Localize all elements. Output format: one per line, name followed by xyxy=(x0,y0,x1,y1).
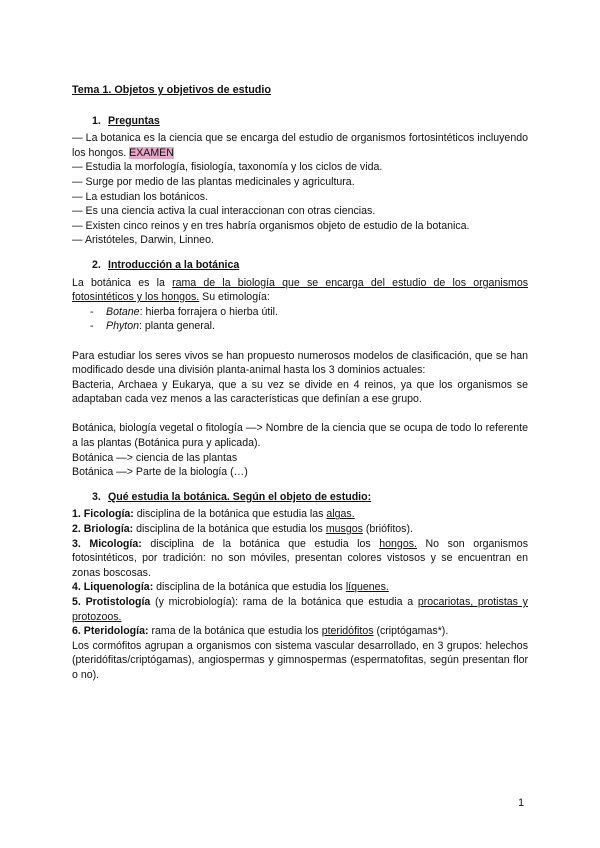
section-2-number: 2. xyxy=(92,258,101,271)
definition-line: Botánica —> Parte de la biología (…) xyxy=(72,466,248,479)
question-line-4: — La estudian los botánicos. xyxy=(72,190,209,203)
discipline-item xyxy=(72,522,528,537)
discipline-name: 6. Pteridología: xyxy=(72,625,149,638)
etymology-definition: : hierba forrajera o hierba útil. xyxy=(139,305,278,318)
discipline-name: 5. Protistología xyxy=(72,596,151,608)
discipline-text: disciplina de la botánica que estudia las xyxy=(133,508,327,521)
question-text: — La botanica es la ciencia que se encarga del estudio de organismos fortosintéticos incluyendo los hongos. xyxy=(72,132,528,159)
etymology-item xyxy=(72,305,528,320)
discipline-object: procariotas, protistas y protozoos. xyxy=(72,596,528,623)
discipline-text: disciplina de la botánica que estudia los xyxy=(153,581,346,594)
document-page xyxy=(72,83,528,683)
classification-paragraph: Para estudiar los seres vivos se han propuesto numerosos modelos de clasificación, que se han modificado desde una división planta-animal hasta los 3 dominios actuales: xyxy=(72,349,528,377)
discipline-note: No son organismos fotosintéticos, por tradición: no son móviles, presentan colores vistosos y se encuentran en zonas boscosas. xyxy=(72,537,528,579)
section-2-heading xyxy=(72,258,528,273)
cormophytes-paragraph: Los cormófitos agrupan a organismos con sistema vascular desarrollado, en 3 grupos: helechos (pteridófitas/criptógamas), angiospermas y gimnospermas (espermatofitas, según presentan flor o no). xyxy=(72,639,528,681)
intro-text-end: Su etimología: xyxy=(199,291,270,304)
etymology-item xyxy=(72,319,528,334)
question-line-7: — Aristóteles, Darwin, Linneo. xyxy=(72,234,214,247)
section-2-title: Introducción a la botánica xyxy=(108,258,240,271)
definition-paragraph: Botánica, biología vegetal o fitología —> Nombre de la ciencia que se ocupa de todo lo referente a las plantas (Botánica pura y aplicada). xyxy=(72,422,528,450)
discipline-note: (criptógamas*). xyxy=(373,625,449,638)
section-1-title: Preguntas xyxy=(108,114,160,127)
discipline-item xyxy=(72,537,528,581)
discipline-text: rama de la botánica que estudia los xyxy=(148,625,322,638)
section-1-heading xyxy=(72,114,528,129)
intro-text: La botánica es la xyxy=(72,276,173,289)
definition-line: Botánica —> ciencia de las plantas xyxy=(72,451,238,464)
discipline-text: (y microbiología): rama de la botánica que estudia a xyxy=(150,596,418,608)
discipline-item xyxy=(72,595,528,624)
bullet-dash: - xyxy=(90,305,94,318)
discipline-item xyxy=(72,507,528,522)
discipline-text: disciplina de la botánica que estudia los xyxy=(141,537,380,550)
intro-paragraph xyxy=(72,276,528,305)
discipline-object: pteridófitos xyxy=(321,625,374,638)
discipline-object: líquenes. xyxy=(345,581,389,594)
discipline-name: 4. Liquenología: xyxy=(72,581,154,594)
discipline-object: algas. xyxy=(326,508,355,521)
intro-definition: rama de la biología que se encarga del estudio de los organismos fotosintéticos y los hongos. xyxy=(72,276,529,304)
etymology-term: Botane xyxy=(106,305,140,318)
discipline-item xyxy=(72,580,528,595)
section-3-heading xyxy=(72,490,528,505)
discipline-name: 1. Ficología: xyxy=(72,508,134,521)
question-line-2: — Estudia la morfología, fisiología, taxonomía y los ciclos de vida. xyxy=(72,161,383,174)
discipline-name: 2. Briología: xyxy=(72,523,134,536)
exam-highlight: EXAMEN xyxy=(129,146,174,159)
discipline-text: disciplina de la botánica que estudia los xyxy=(133,523,326,536)
domains-paragraph: Bacteria, Archaea y Eukarya, que a su vez se divide en 4 reinos, ya que los organismos se adaptaban cada vez menos a las características que definían a ese grupo. xyxy=(72,378,528,406)
etymology-definition: : planta general. xyxy=(138,320,215,333)
discipline-note: (briófitos). xyxy=(362,523,413,536)
question-line-6: — Existen cinco reinos y en tres habría organismos objeto de estudio de la botanica. xyxy=(72,219,470,232)
question-line-3: — Surge por medio de las plantas medicinales y agricultura. xyxy=(72,175,355,188)
section-3-title: Qué estudia la botánica. Según el objeto de estudio: xyxy=(108,490,372,503)
discipline-name: 3. Micología: xyxy=(72,537,142,550)
discipline-object: hongos. xyxy=(379,537,417,550)
bullet-dash: - xyxy=(90,320,94,333)
question-line-1 xyxy=(72,131,528,160)
section-3-number: 3. xyxy=(92,490,101,503)
question-line-5: — Es una ciencia activa la cual interaccionan con otras ciencias. xyxy=(72,205,376,218)
discipline-object: musgos xyxy=(325,523,363,536)
document-title: Tema 1. Objetos y objetivos de estudio xyxy=(72,84,271,96)
page-number: 1 xyxy=(518,797,524,809)
discipline-item xyxy=(72,624,528,639)
section-1-number: 1. xyxy=(92,114,101,127)
etymology-term: Phyton xyxy=(106,320,139,333)
